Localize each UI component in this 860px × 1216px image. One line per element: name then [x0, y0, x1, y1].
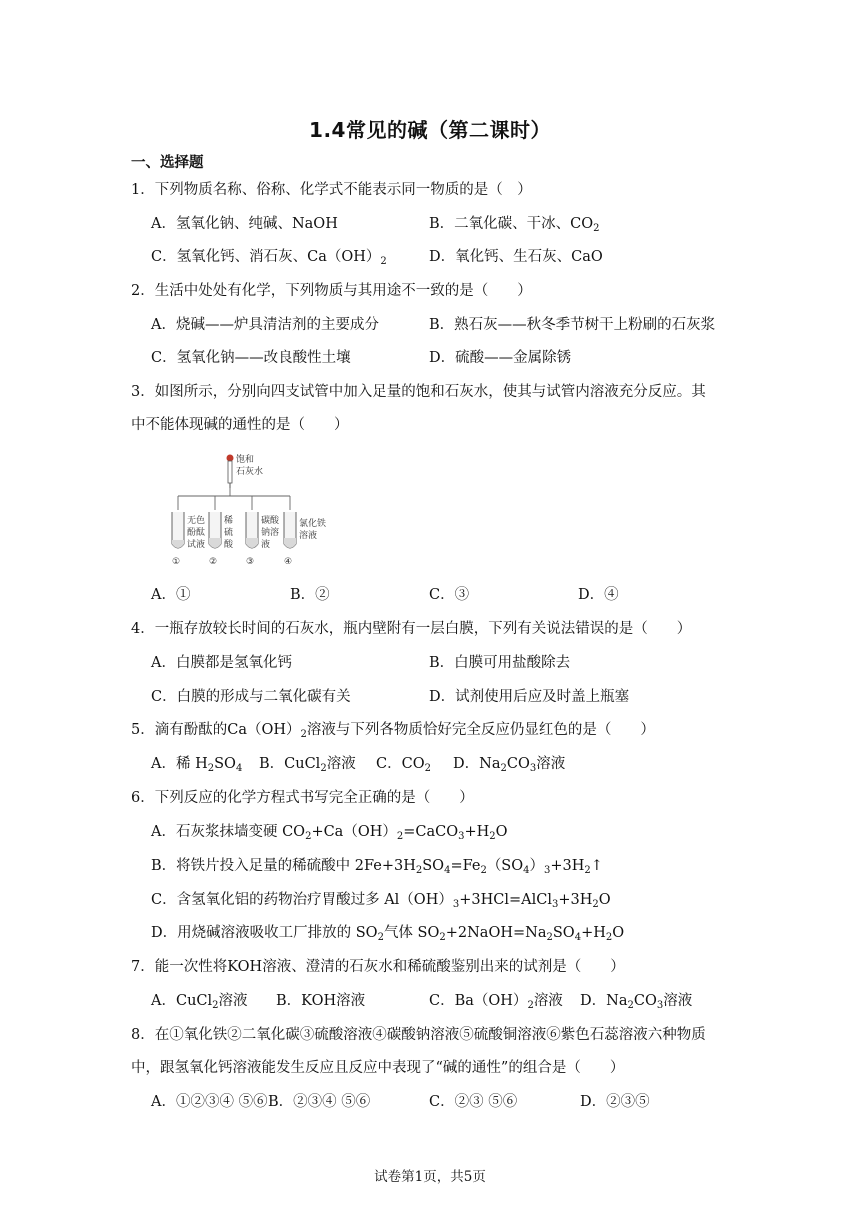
test-tube-1	[172, 512, 184, 548]
tube-2-number: ②	[209, 557, 218, 567]
tube-1-number: ①	[172, 557, 181, 567]
tube-3-number: ③	[246, 557, 255, 567]
question-6-stem: 6．下列反应的化学方程式书写完全正确的是（ ）	[131, 790, 474, 806]
tube-3-label-line2: 钠溶	[261, 528, 280, 538]
question-8-option-d: D．②③⑤	[580, 1094, 650, 1110]
test-tube-4	[284, 512, 296, 548]
test-tube-figure	[160, 450, 350, 575]
question-6-option-d: D．用烧碱溶液吸收工厂排放的 $SO_2$气体 $SO_2+2NaOH=Na_2SO_4+H_2O$	[151, 925, 625, 943]
question-3-option-d: D．④	[578, 587, 619, 603]
test-tube-2	[209, 512, 221, 548]
page-title: 1.4常见的碱（第二课时）	[309, 118, 551, 142]
question-7-option-b: B．KOH溶液	[276, 993, 366, 1009]
section-heading: 一、选择题	[131, 155, 204, 171]
question-4-option-c: C．白膜的形成与二氧化碳有关	[151, 689, 351, 705]
tube-3-label-line3: 液	[261, 540, 271, 550]
question-6-option-a: A．石灰浆抹墙变硬 $CO_2+Ca(OH)_2=CaCO_3+H_2O$	[151, 824, 508, 842]
test-tube-3	[246, 512, 258, 548]
tube-4-label-line2: 溶液	[299, 531, 318, 541]
question-6-option-c: C．含氢氧化铝的药物治疗胃酸过多 $Al(OH)_3+3HCl=AlCl_3+3H_2O$	[151, 892, 611, 910]
question-5-option-c: C．$CO_2$	[376, 756, 431, 774]
question-8-stem-line1: 8．在①氧化铁②二氧化碳③硫酸溶液④碳酸钠溶液⑤硫酸铜溶液⑥紫色石蕊溶液六种物质	[131, 1027, 706, 1043]
question-1-option-b: B．二氧化碳、干冰、$CO_2$	[429, 216, 600, 234]
dropper-label-line1: 饱和	[236, 455, 255, 465]
question-8-option-c: C．②③ ⑤⑥	[429, 1094, 518, 1110]
tube-1-label-line3: 试液	[187, 540, 206, 550]
question-3-stem-line1: 3．如图所示，分别向四支试管中加入足量的饱和石灰水，使其与试管内溶液充分反应。其	[131, 384, 706, 400]
tube-2-label-line1: 稀	[224, 516, 234, 526]
question-1-stem: 1．下列物质名称、俗称、化学式不能表示同一物质的是（ ）	[131, 182, 532, 198]
tube-3-label-line1: 碳酸	[261, 516, 280, 526]
tube-4-label-line1: 氯化铁	[299, 519, 327, 529]
question-5-stem: 5．滴有酚酞的$Ca(OH)_2$溶液与下列各物质恰好完全反应仍显红色的是（ ）	[131, 722, 655, 740]
question-1-option-d: D．氧化钙、生石灰、CaO	[429, 249, 603, 265]
question-3-option-c: C．③	[429, 587, 470, 603]
question-4-stem: 4．一瓶存放较长时间的石灰水，瓶内壁附有一层白膜，下列有关说法错误的是（ ）	[131, 621, 692, 637]
question-8-option-a: A．①②③④ ⑤⑥	[151, 1094, 268, 1110]
dropper-label-line2: 石灰水	[236, 467, 264, 477]
question-4-option-d: D．试剂使用后应及时盖上瓶塞	[429, 689, 630, 705]
question-5-option-d: D．$Na_2CO_3$溶液	[453, 756, 566, 774]
question-2-option-b: B．熟石灰——秋冬季节树干上粉刷的石灰浆	[429, 317, 716, 333]
question-2-option-c: C．氢氧化钠——改良酸性土壤	[151, 350, 351, 366]
question-3-stem-line2: 中不能体现碱的通性的是（ ）	[131, 417, 349, 433]
question-2-option-a: A．烧碱——炉具清洁剂的主要成分	[151, 317, 379, 333]
question-4-option-a: A．白膜都是氢氧化钙	[151, 655, 292, 671]
question-4-option-b: B．白膜可用盐酸除去	[429, 655, 571, 671]
question-2-stem: 2．生活中处处有化学，下列物质与其用途不一致的是（ ）	[131, 283, 532, 299]
question-8-stem-line2: 中，跟氢氧化钙溶液能发生反应且反应中表现了“碱的通性”的组合是（ ）	[131, 1060, 625, 1076]
question-2-option-d: D．硫酸——金属除锈	[429, 350, 572, 366]
tube-2-label-line3: 酸	[224, 540, 234, 550]
tube-1-label-line2: 酚酞	[187, 528, 206, 538]
question-8-option-b: B．②③④ ⑤⑥	[268, 1094, 371, 1110]
question-6-option-b: B．将铁片投入足量的稀硫酸中 $2Fe+3H_2SO_4=Fe_2(SO_4)_3+3H_2↑$	[151, 858, 603, 876]
question-3-option-b: B．②	[290, 587, 330, 603]
question-5-option-a: A．稀 $H_2SO_4$	[151, 756, 243, 774]
tube-2-label-line2: 硫	[224, 528, 234, 538]
tube-4-number: ④	[284, 557, 293, 567]
dropper-icon	[227, 455, 234, 489]
question-1-option-a: A．氢氧化钠、纯碱、NaOH	[151, 216, 338, 232]
question-7-option-d: D．$Na_2CO_3$溶液	[580, 993, 693, 1011]
question-5-option-b: B．CuCl$_2$溶液	[259, 756, 356, 774]
question-7-option-a: A．CuCl$_2$溶液	[151, 993, 248, 1011]
tube-1-label-line1: 无色	[187, 516, 206, 526]
question-7-stem: 7．能一次性将KOH溶液、澄清的石灰水和稀硫酸鉴别出来的试剂是（ ）	[131, 959, 625, 975]
question-1-option-c: C．氢氧化钙、消石灰、$Ca(OH)_2$	[151, 249, 387, 267]
question-7-option-c: C．$Ba(OH)_2$溶液	[429, 993, 563, 1011]
page-footer: 试卷第1页，共5页	[374, 1169, 486, 1185]
question-3-option-a: A．①	[151, 587, 191, 603]
